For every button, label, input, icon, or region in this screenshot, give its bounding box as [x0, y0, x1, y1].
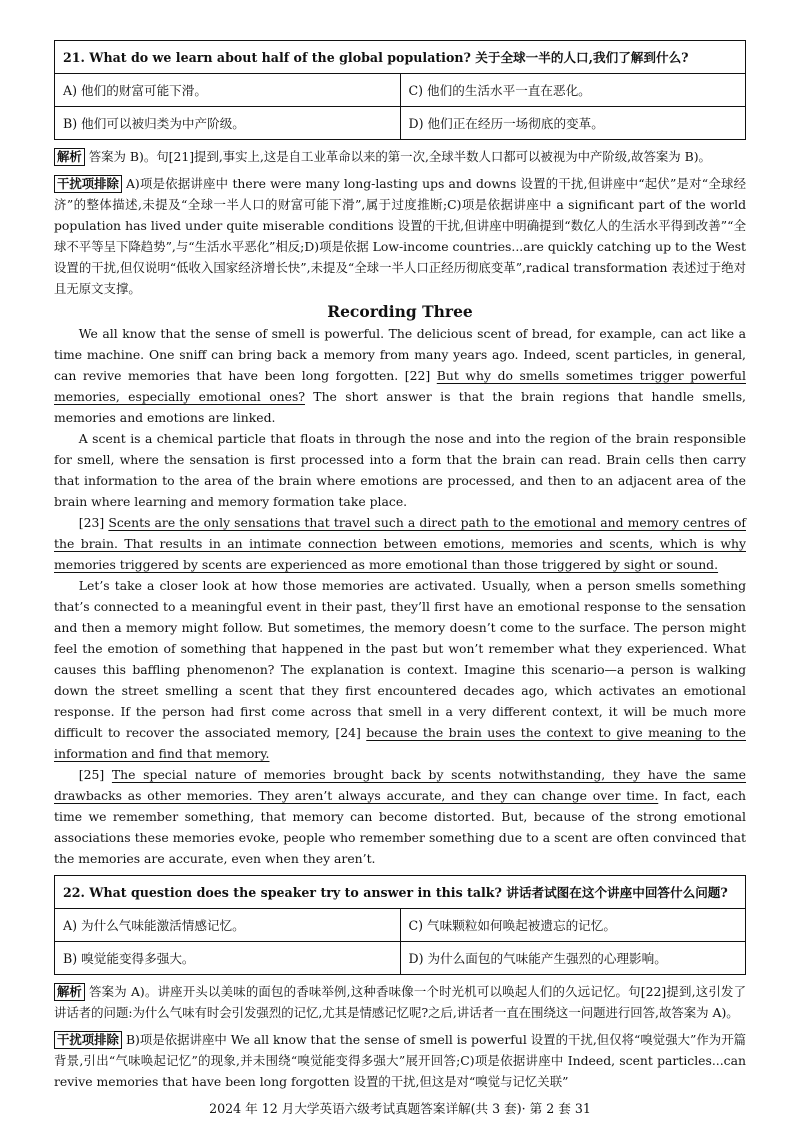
- analysis-22: [54, 981, 746, 1023]
- analysis-text: 答案为 B)。句[21]提到,事实上,这是自工业革命以来的第一次,全球半数人口都可以被视为中产阶级,故答案为 B)。: [88, 149, 711, 164]
- analysis-tag: 解析: [54, 983, 85, 1001]
- underlined-sentence-23: Scents are the only sensations that travel such a direct path to the emotional and memory centres of the brain. That results in an intimate connection between emotions, memories and scents, which is why memories triggered by scents are experienced as more emotional than those triggered by sight or sound.: [54, 515, 746, 572]
- option-22-b: B) 嗅觉能变得多强大。: [55, 942, 401, 975]
- transcript-paragraph-3: [23] Scents are the only sensations that travel such a direct path to the emotional and memory centres of the brain. That results in an intimate connection between emotions, memories and scents, which is why memories triggered by scents are experienced as more emotional than those triggered by sight or sound.: [54, 515, 746, 572]
- option-22-d: D) 为什么面包的气味能产生强烈的心理影响。: [400, 942, 746, 975]
- transcript-paragraph-1: We all know that the sense of smell is powerful. The delicious scent of bread, for example, can act like a time machine. One sniff can bring back a memory from many years ago. Indeed, scent particles, in general, can revive memories that have been long forgotten. [22] But why do smells sometimes trigger powerful memories, especially emotional ones? The short answer is that the brain regions that handle smells, memories and emotions are linked.: [54, 326, 746, 425]
- page-content: [54, 40, 746, 1092]
- distractor-tag: 干扰项排除: [54, 1031, 122, 1049]
- recording-title: Recording Three: [327, 302, 473, 321]
- option-21-b: B) 他们可以被归类为中产阶级。: [55, 107, 401, 140]
- question-22-table: [54, 875, 746, 975]
- distractor-text: B)项是依据讲座中 We all know that the sense of smell is powerful 设置的干扰,但仅将“嗅觉强大”作为开篇背景,引出“气味唤起记忆”的现象,并未围绕“嗅觉能变得多强大”展开回答;C)项是依据讲座中 Indeed, scent particles...can revive memories that have been long forgotten 设置的干扰,但这是对“嗅觉与记忆关联”: [54, 1032, 746, 1089]
- analysis-text: 答案为 A)。讲座开头以美味的面包的香味举例,这种香味像一个时光机可以唤起人们的久远记忆。句[22]提到,这引发了讲话者的问题:为什么气味有时会引发强烈的记忆,尤其是情感记忆呢?之后,讲话者一直在围绕这一问题进行回答,故答案为 A)。: [54, 984, 746, 1020]
- question-22-stem: 22. What question does the speaker try to answer in this talk? 讲话者试图在这个讲座中回答什么问题?: [55, 876, 746, 909]
- underlined-sentence-24: because the brain uses the context to give meaning to the information and find that memory.: [54, 725, 746, 761]
- page-footer: 2024 年 12 月大学英语六级考试真题答案详解(共 3 套)· 第 2 套 31: [209, 1101, 591, 1116]
- transcript-paragraph-2: A scent is a chemical particle that floats in through the nose and into the region of the brain responsible for smell, where the sensation is first processed into a form that the brain can read. Brain cells then carry that information to the area of the brain where emotions are processed, and then to an adjacent area of the brain where learning and memory formation take place.: [54, 431, 746, 509]
- question-21-stem: 21. What do we learn about half of the global population? 关于全球一半的人口,我们了解到什么?: [55, 41, 746, 74]
- option-22-a: A) 为什么气味能激活情感记忆。: [55, 909, 401, 942]
- analysis-tag: 解析: [54, 148, 85, 166]
- option-21-c: C) 他们的生活水平一直在恶化。: [400, 74, 746, 107]
- distractor-text: A)项是依据讲座中 there were many long-lasting ups and downs 设置的干扰,但讲座中“起伏”是对“全球经济”的整体描述,未提及“全球一半人口的财富可能下滑”,属于过度推断;C)项是依据讲座中 a significant part of the world population has lived under quite miserable conditions 设置的干扰,但讲座中明确提到“数亿人的生活水平得到改善”“全球不平等呈下降趋势”,与“生活水平恶化”相反;D)项是依据 Low-income countries...are quickly catching up to the West 设置的干扰,但仅说明“低收入国家经济增长快”,未提及“全球一半人口正经历彻底变革”,radical transformation 表述过于绝对且无原文支撑。: [54, 176, 746, 296]
- option-22-c: C) 气味颗粒如何唤起被遗忘的记忆。: [400, 909, 746, 942]
- option-21-d: D) 他们正在经历一场彻底的变革。: [400, 107, 746, 140]
- underlined-sentence-25: The special nature of memories brought back by scents notwithstanding, they have the same drawbacks as other memories. They aren’t always accurate, and they can change over time.: [54, 767, 747, 803]
- transcript-paragraph-5: [25] The special nature of memories brought back by scents notwithstanding, they have the same drawbacks as other memories. They aren’t always accurate, and they can change over time. In fact, each time we remember something, that memory can become distorted. But, because of the strong emotional associations these memories evoke, people who remember something due to a scent are often convinced that the memories are accurate, even when they aren’t.: [54, 767, 747, 866]
- distractor-analysis-22: [54, 1029, 746, 1092]
- distractor-analysis-21: [54, 173, 746, 299]
- question-21-table: [54, 40, 746, 140]
- distractor-tag: 干扰项排除: [54, 175, 122, 193]
- analysis-21: [54, 146, 746, 167]
- underlined-sentence-22: But why do smells sometimes trigger powerful memories, especially emotional ones?: [54, 368, 746, 404]
- option-21-a: A) 他们的财富可能下滑。: [55, 74, 401, 107]
- transcript-paragraph-4: Let’s take a closer look at how those memories are activated. Usually, when a person smells something that’s connected to a meaningful event in their past, they’ll first have an emotional response to the sensation and then a memory might follow. But sometimes, the memory doesn’t come to the surface. The person might feel the emotion of something that happened in the past but won’t remember what they experienced. What causes this baffling phenomenon? The explanation is context. Imagine this scenario—a person is walking down the street smelling a scent that they first encountered decades ago, which activates an emotional response. If the person had first come across that smell in a very different context, it will be much more difficult to recover the associated memory, [24] because the brain uses the context to give meaning to the information and find that memory.: [54, 578, 746, 761]
